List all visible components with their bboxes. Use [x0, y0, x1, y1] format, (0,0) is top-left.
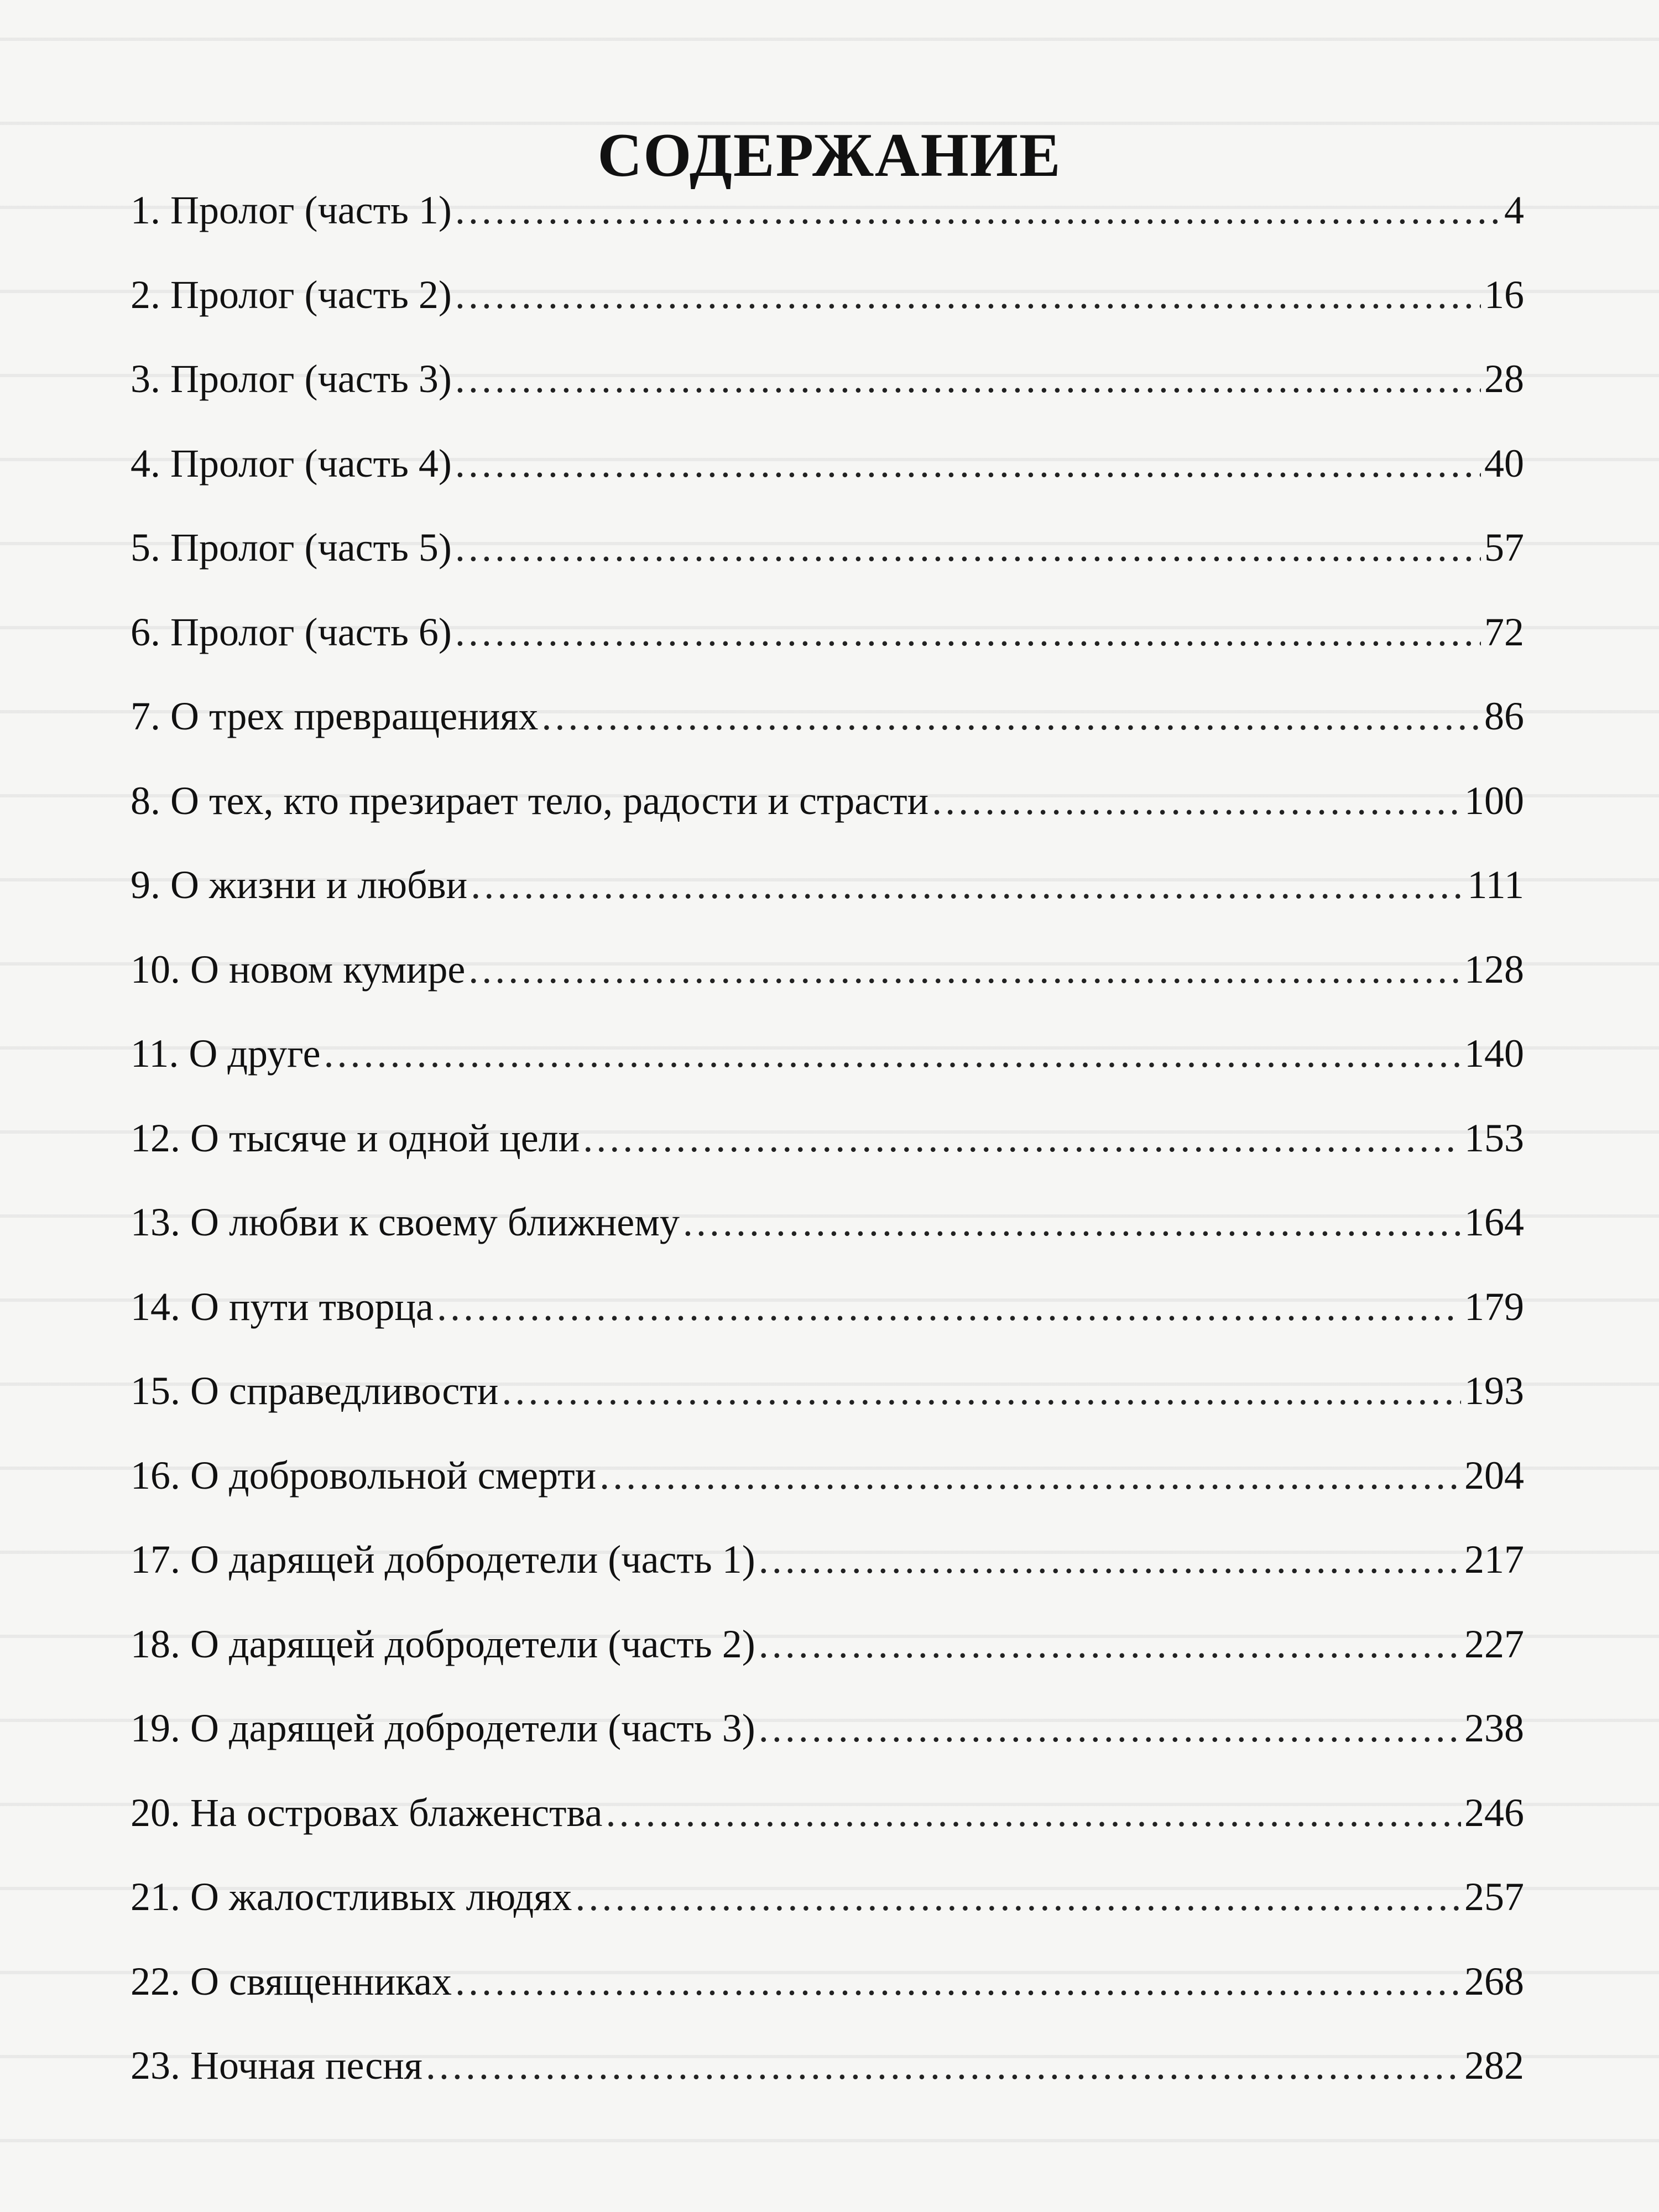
- toc-entry-label: О справедливости: [190, 1369, 499, 1413]
- toc-page-number: 28: [1484, 357, 1524, 401]
- toc-page-number: 111: [1467, 863, 1524, 907]
- toc-entry-number: 19.: [131, 1706, 180, 1750]
- toc-entry-label: Пролог (часть 5): [170, 525, 452, 570]
- toc-entry: [131, 1363, 1524, 1418]
- toc-page-number: 16: [1484, 272, 1524, 317]
- toc-dot-leader: [502, 1363, 1461, 1418]
- toc-page-number: 204: [1464, 1453, 1524, 1498]
- toc-page-number: 40: [1484, 441, 1524, 486]
- toc-page-number: 140: [1464, 1031, 1524, 1076]
- toc-dot-leader: [468, 942, 1461, 997]
- toc-entry: [131, 351, 1524, 406]
- toc-entry-label: О дарящей добродетели (часть 3): [190, 1706, 755, 1750]
- toc-entry: [131, 1700, 1524, 1756]
- toc-entry-number: 6.: [131, 609, 160, 654]
- toc-entry-label: О трех превращениях: [170, 694, 539, 738]
- toc-page-number: 268: [1464, 1959, 1524, 2004]
- toc-entry: [131, 436, 1524, 491]
- toc-entry-number: 20.: [131, 1790, 180, 1835]
- page-title: СОДЕРЖАНИЕ: [597, 121, 1062, 190]
- toc-entry-number: 15.: [131, 1369, 180, 1413]
- toc-dot-leader: [455, 182, 1501, 238]
- toc-entry: [131, 1532, 1524, 1587]
- toc-entry-label: О добровольной смерти: [190, 1453, 597, 1498]
- toc-entry-number: 22.: [131, 1959, 180, 2004]
- toc-dot-leader: [455, 520, 1481, 575]
- toc-entry-number: 12.: [131, 1115, 180, 1160]
- toc-page-number: 164: [1464, 1200, 1524, 1244]
- toc-dot-leader: [599, 1448, 1461, 1503]
- toc-entry: [131, 1110, 1524, 1166]
- toc-page-number: 193: [1464, 1369, 1524, 1413]
- toc-entry-number: 4.: [131, 441, 160, 486]
- toc-entry: [131, 520, 1524, 575]
- toc-entry-label: О тех, кто презирает тело, радости и страсти: [170, 778, 929, 823]
- toc-entry-label: О дарящей добродетели (часть 2): [190, 1621, 755, 1666]
- toc-page-number: 72: [1484, 609, 1524, 654]
- toc-page-number: 238: [1464, 1706, 1524, 1750]
- toc-page-number: 128: [1464, 947, 1524, 992]
- toc-entry: [131, 942, 1524, 997]
- toc-dot-leader: [575, 1869, 1461, 1924]
- toc-entry: [131, 1785, 1524, 1840]
- toc-entry-number: 16.: [131, 1453, 180, 1498]
- toc-dot-leader: [683, 1194, 1461, 1250]
- toc-page-number: 217: [1464, 1537, 1524, 1582]
- toc-dot-leader: [426, 2038, 1461, 2093]
- toc-entry-label: О дарящей добродетели (часть 1): [190, 1537, 755, 1582]
- toc-entry-number: 18.: [131, 1621, 180, 1666]
- toc-entry-number: 10.: [131, 947, 180, 992]
- toc-dot-leader: [759, 1532, 1461, 1587]
- toc-entry-number: 13.: [131, 1200, 180, 1244]
- toc-dot-leader: [437, 1279, 1461, 1334]
- toc-dot-leader: [455, 351, 1481, 406]
- toc-entry-number: 9.: [131, 863, 160, 907]
- toc-entry-label: О друге: [189, 1031, 321, 1076]
- toc-entry: [131, 857, 1524, 912]
- toc-entry-number: 2.: [131, 272, 160, 317]
- toc-entry-label: О пути творца: [190, 1284, 434, 1329]
- toc-entry-number: 23.: [131, 2043, 180, 2088]
- toc-page-number: 153: [1464, 1115, 1524, 1160]
- toc-entry-label: О новом кумире: [190, 947, 466, 992]
- toc-entry-label: О жалостливых людях: [190, 1875, 572, 1919]
- toc-page-number: 257: [1464, 1875, 1524, 1919]
- toc-dot-leader: [455, 1954, 1461, 2009]
- toc-entry: [131, 1869, 1524, 1924]
- toc-dot-leader: [759, 1616, 1461, 1672]
- toc-dot-leader: [455, 604, 1481, 660]
- toc-dot-leader: [455, 436, 1481, 491]
- toc-entry-label: Пролог (часть 6): [170, 609, 452, 654]
- toc-entry: [131, 1448, 1524, 1503]
- toc-entry-label: Пролог (часть 1): [170, 188, 452, 232]
- toc-entry: [131, 182, 1524, 238]
- toc-entry-number: 1.: [131, 188, 160, 232]
- toc-page-number: 179: [1464, 1284, 1524, 1329]
- toc-entry-label: О любви к своему ближнему: [190, 1200, 680, 1244]
- toc-entry-number: 14.: [131, 1284, 180, 1329]
- toc-dot-leader: [759, 1700, 1461, 1756]
- toc-entry: [131, 1616, 1524, 1672]
- toc-entry-label: Пролог (часть 2): [170, 272, 452, 317]
- toc-page-number: 282: [1464, 2043, 1524, 2088]
- toc-entry-label: Пролог (часть 4): [170, 441, 452, 486]
- toc-entry-number: 21.: [131, 1875, 180, 1919]
- toc-entry: [131, 1279, 1524, 1334]
- toc-entry: [131, 773, 1524, 828]
- toc-page-number: 57: [1484, 525, 1524, 570]
- toc-entry: [131, 1026, 1524, 1081]
- toc-entry-number: 11.: [131, 1031, 179, 1076]
- toc-dot-leader: [471, 857, 1464, 912]
- toc-page-number: 246: [1464, 1790, 1524, 1835]
- toc-page-number: 4: [1504, 188, 1524, 232]
- toc-entry-number: 7.: [131, 694, 160, 738]
- toc-page-number: 86: [1484, 694, 1524, 738]
- toc-dot-leader: [606, 1785, 1462, 1840]
- toc-entry-label: На островах блаженства: [190, 1790, 603, 1835]
- toc-dot-leader: [455, 267, 1481, 322]
- toc-dot-leader: [583, 1110, 1461, 1166]
- toc-dot-leader: [541, 688, 1481, 744]
- toc-entry-number: 17.: [131, 1537, 180, 1582]
- toc-entry: [131, 1194, 1524, 1250]
- toc-entry: [131, 267, 1524, 322]
- toc-page-number: 227: [1464, 1621, 1524, 1666]
- toc-entry-number: 5.: [131, 525, 160, 570]
- toc-entry: [131, 1954, 1524, 2009]
- toc-entry-number: 8.: [131, 778, 160, 823]
- toc-dot-leader: [324, 1026, 1461, 1081]
- toc-entry: [131, 688, 1524, 744]
- toc-entry: [131, 604, 1524, 660]
- toc-entry-label: О жизни и любви: [170, 863, 468, 907]
- toc-entry-label: О тысяче и одной цели: [190, 1115, 580, 1160]
- toc-page-number: 100: [1464, 778, 1524, 823]
- toc-entry: [131, 2038, 1524, 2093]
- toc-entry-number: 3.: [131, 357, 160, 401]
- toc-entry-label: Пролог (часть 3): [170, 357, 452, 401]
- toc-dot-leader: [932, 773, 1461, 828]
- toc-entry-label: О священниках: [190, 1959, 452, 2004]
- toc-entry-label: Ночная песня: [190, 2043, 422, 2088]
